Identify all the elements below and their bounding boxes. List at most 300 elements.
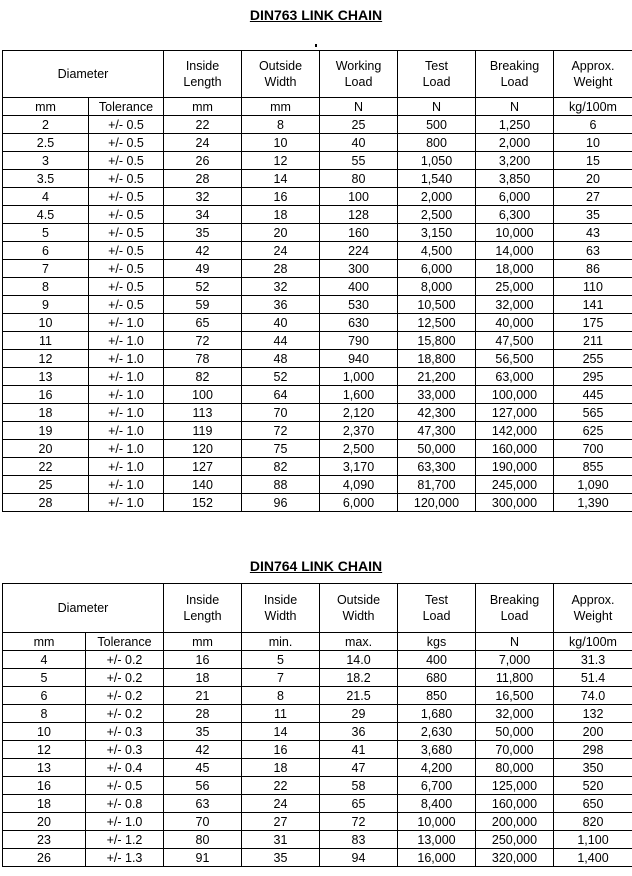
table-cell: 65 bbox=[164, 314, 242, 332]
table-cell: 855 bbox=[554, 458, 632, 476]
unit-cell: N bbox=[476, 633, 554, 651]
header-test-load: Test Load bbox=[398, 51, 476, 98]
table-cell: 16 bbox=[3, 777, 86, 795]
table-cell: 16,000 bbox=[398, 849, 476, 867]
table-cell: 940 bbox=[320, 350, 398, 368]
table-cell: 63 bbox=[164, 795, 242, 813]
table-cell: 7,000 bbox=[476, 651, 554, 669]
table-cell: 72 bbox=[320, 813, 398, 831]
table-cell: 2,000 bbox=[476, 134, 554, 152]
table-row bbox=[3, 669, 632, 687]
table-cell: +/- 1.0 bbox=[89, 440, 164, 458]
table-cell: +/- 0.5 bbox=[89, 260, 164, 278]
table-cell: 50,000 bbox=[476, 723, 554, 741]
header-diameter: Diameter bbox=[3, 584, 164, 633]
table-cell: 10 bbox=[242, 134, 320, 152]
table-cell: +/- 1.2 bbox=[86, 831, 164, 849]
table-row bbox=[3, 705, 632, 723]
table-row bbox=[3, 422, 632, 440]
table-cell: 110 bbox=[554, 278, 632, 296]
table-cell: 78 bbox=[164, 350, 242, 368]
unit-cell: mm bbox=[3, 98, 89, 116]
table-cell: 6 bbox=[554, 116, 632, 134]
table-cell: 820 bbox=[554, 813, 632, 831]
table-cell: 2.5 bbox=[3, 134, 89, 152]
table-cell: 80 bbox=[320, 170, 398, 188]
table-cell: 47,300 bbox=[398, 422, 476, 440]
table-cell: 8,000 bbox=[398, 278, 476, 296]
units-row bbox=[3, 633, 632, 651]
table-row bbox=[3, 134, 632, 152]
units-row bbox=[3, 98, 632, 116]
header-approx-weight: Approx. Weight bbox=[554, 584, 632, 633]
table-cell: 21,200 bbox=[398, 368, 476, 386]
table-cell: 18,800 bbox=[398, 350, 476, 368]
table-row bbox=[3, 188, 632, 206]
table-cell: 94 bbox=[320, 849, 398, 867]
table-row bbox=[3, 777, 632, 795]
table-cell: 120 bbox=[164, 440, 242, 458]
table-cell: 50,000 bbox=[398, 440, 476, 458]
unit-cell: mm bbox=[164, 633, 242, 651]
table-cell: +/- 0.4 bbox=[86, 759, 164, 777]
table-cell: +/- 1.0 bbox=[89, 422, 164, 440]
table-cell: +/- 0.5 bbox=[89, 224, 164, 242]
table-cell: 83 bbox=[320, 831, 398, 849]
table-cell: 520 bbox=[554, 777, 632, 795]
table-cell: 10,500 bbox=[398, 296, 476, 314]
table-cell: 300,000 bbox=[476, 494, 554, 512]
table-cell: 200,000 bbox=[476, 813, 554, 831]
table-cell: 16 bbox=[164, 651, 242, 669]
table-cell: +/- 0.3 bbox=[86, 741, 164, 759]
table-cell: 58 bbox=[320, 777, 398, 795]
table-cell: 28 bbox=[3, 494, 89, 512]
din764-table bbox=[2, 583, 632, 867]
table-cell: 224 bbox=[320, 242, 398, 260]
table-cell: 160,000 bbox=[476, 795, 554, 813]
table-row bbox=[3, 296, 632, 314]
header-row bbox=[3, 584, 632, 633]
table-row bbox=[3, 224, 632, 242]
table-cell: 22 bbox=[242, 777, 320, 795]
table-cell: 14 bbox=[242, 170, 320, 188]
table-cell: 2,370 bbox=[320, 422, 398, 440]
table-cell: 63,000 bbox=[476, 368, 554, 386]
table-cell: 12 bbox=[242, 152, 320, 170]
table-cell: 41 bbox=[320, 741, 398, 759]
table-cell: 18.2 bbox=[320, 669, 398, 687]
table-cell: 13 bbox=[3, 368, 89, 386]
table-cell: 2,120 bbox=[320, 404, 398, 422]
table-cell: 12 bbox=[3, 741, 86, 759]
table-row bbox=[3, 314, 632, 332]
table-cell: 320,000 bbox=[476, 849, 554, 867]
din763-body bbox=[3, 116, 632, 512]
table-cell: 34 bbox=[164, 206, 242, 224]
table-row bbox=[3, 332, 632, 350]
din764-body bbox=[3, 651, 632, 867]
table-cell: 113 bbox=[164, 404, 242, 422]
table-cell: 18,000 bbox=[476, 260, 554, 278]
table-cell: 82 bbox=[164, 368, 242, 386]
header-approx-weight: Approx. Weight bbox=[554, 51, 632, 98]
table-cell: 1,250 bbox=[476, 116, 554, 134]
table-row bbox=[3, 116, 632, 134]
table-row bbox=[3, 651, 632, 669]
table-cell: 56 bbox=[164, 777, 242, 795]
table-cell: 8 bbox=[242, 687, 320, 705]
table-cell: 48 bbox=[242, 350, 320, 368]
table-row bbox=[3, 260, 632, 278]
table-cell: +/- 0.3 bbox=[86, 723, 164, 741]
table-cell: 127,000 bbox=[476, 404, 554, 422]
table-row bbox=[3, 440, 632, 458]
table-row bbox=[3, 350, 632, 368]
table-cell: 2,500 bbox=[320, 440, 398, 458]
table-cell: 12,500 bbox=[398, 314, 476, 332]
unit-cell: kg/100m bbox=[554, 633, 632, 651]
table-cell: 22 bbox=[164, 116, 242, 134]
table-cell: 7 bbox=[3, 260, 89, 278]
table-cell: +/- 0.5 bbox=[89, 278, 164, 296]
table-cell: 3,680 bbox=[398, 741, 476, 759]
unit-cell: mm bbox=[164, 98, 242, 116]
table-cell: 52 bbox=[164, 278, 242, 296]
table-cell: 850 bbox=[398, 687, 476, 705]
table-cell: 82 bbox=[242, 458, 320, 476]
table-cell: 49 bbox=[164, 260, 242, 278]
table-cell: 18 bbox=[3, 795, 86, 813]
table-cell: 6,000 bbox=[320, 494, 398, 512]
table-cell: 35 bbox=[164, 224, 242, 242]
table-cell: 80 bbox=[164, 831, 242, 849]
table-cell: 1,400 bbox=[554, 849, 632, 867]
table-cell: +/- 0.5 bbox=[89, 116, 164, 134]
unit-cell: Tolerance bbox=[89, 98, 164, 116]
table-cell: 142,000 bbox=[476, 422, 554, 440]
table-cell: +/- 1.0 bbox=[89, 494, 164, 512]
table-cell: 15 bbox=[554, 152, 632, 170]
table-cell: 16 bbox=[3, 386, 89, 404]
table-cell: 23 bbox=[3, 831, 86, 849]
table-cell: 400 bbox=[398, 651, 476, 669]
table-cell: 625 bbox=[554, 422, 632, 440]
table-cell: 175 bbox=[554, 314, 632, 332]
table-cell: 18 bbox=[242, 206, 320, 224]
table-row bbox=[3, 687, 632, 705]
table-cell: 10,000 bbox=[476, 224, 554, 242]
table-cell: 132 bbox=[554, 705, 632, 723]
table-cell: 88 bbox=[242, 476, 320, 494]
unit-cell: mm bbox=[3, 633, 86, 651]
table-cell: 100 bbox=[164, 386, 242, 404]
table-cell: 63 bbox=[554, 242, 632, 260]
table-cell: 20 bbox=[554, 170, 632, 188]
table-cell: 700 bbox=[554, 440, 632, 458]
table-cell: 25 bbox=[3, 476, 89, 494]
table-row bbox=[3, 404, 632, 422]
table-cell: 28 bbox=[164, 170, 242, 188]
table-row bbox=[3, 795, 632, 813]
table-cell: 55 bbox=[320, 152, 398, 170]
table-cell: 70 bbox=[164, 813, 242, 831]
table-cell: 800 bbox=[398, 134, 476, 152]
table-cell: 3,200 bbox=[476, 152, 554, 170]
unit-cell: kgs bbox=[398, 633, 476, 651]
header-inside-width: Inside Width bbox=[242, 584, 320, 633]
table-cell: 8 bbox=[242, 116, 320, 134]
table-row bbox=[3, 386, 632, 404]
table-row bbox=[3, 831, 632, 849]
header-test-load: Test Load bbox=[398, 584, 476, 633]
table-cell: 32,000 bbox=[476, 296, 554, 314]
table-cell: +/- 0.5 bbox=[89, 152, 164, 170]
table-cell: 4,500 bbox=[398, 242, 476, 260]
table-cell: 2,630 bbox=[398, 723, 476, 741]
table-cell: 10 bbox=[3, 314, 89, 332]
table-cell: 445 bbox=[554, 386, 632, 404]
table-cell: 28 bbox=[242, 260, 320, 278]
table-cell: 74.0 bbox=[554, 687, 632, 705]
table-row bbox=[3, 206, 632, 224]
table-cell: 63,300 bbox=[398, 458, 476, 476]
table-cell: +/- 1.0 bbox=[89, 458, 164, 476]
table-cell: 16 bbox=[242, 741, 320, 759]
table-cell: 86 bbox=[554, 260, 632, 278]
table-cell: 24 bbox=[164, 134, 242, 152]
table-cell: 4.5 bbox=[3, 206, 89, 224]
table-cell: 2 bbox=[3, 116, 89, 134]
table-cell: 70 bbox=[242, 404, 320, 422]
table-cell: 16,500 bbox=[476, 687, 554, 705]
table-cell: 4 bbox=[3, 188, 89, 206]
table-cell: 32,000 bbox=[476, 705, 554, 723]
table-cell: 26 bbox=[3, 849, 86, 867]
table-cell: 35 bbox=[242, 849, 320, 867]
table-cell: 300 bbox=[320, 260, 398, 278]
table-cell: 500 bbox=[398, 116, 476, 134]
table-cell: +/- 1.0 bbox=[89, 332, 164, 350]
table-cell: 12 bbox=[3, 350, 89, 368]
table-cell: 42 bbox=[164, 242, 242, 260]
table-cell: 5 bbox=[3, 669, 86, 687]
table-cell: 35 bbox=[164, 723, 242, 741]
table-cell: 47 bbox=[320, 759, 398, 777]
table-cell: 6,700 bbox=[398, 777, 476, 795]
table-cell: 650 bbox=[554, 795, 632, 813]
table-cell: 18 bbox=[242, 759, 320, 777]
table-cell: 3,150 bbox=[398, 224, 476, 242]
table-cell: 5 bbox=[242, 651, 320, 669]
table-cell: 59 bbox=[164, 296, 242, 314]
table-cell: 250,000 bbox=[476, 831, 554, 849]
table-cell: 190,000 bbox=[476, 458, 554, 476]
header-breaking-load: Breaking Load bbox=[476, 51, 554, 98]
table-cell: +/- 0.5 bbox=[89, 242, 164, 260]
table-cell: 295 bbox=[554, 368, 632, 386]
table-cell: +/- 1.0 bbox=[89, 404, 164, 422]
table-cell: 15,800 bbox=[398, 332, 476, 350]
table-cell: 120,000 bbox=[398, 494, 476, 512]
table-cell: 245,000 bbox=[476, 476, 554, 494]
header-working-load: Working Load bbox=[320, 51, 398, 98]
table-cell: 10 bbox=[3, 723, 86, 741]
table-cell: 255 bbox=[554, 350, 632, 368]
table-row bbox=[3, 813, 632, 831]
table-cell: 80,000 bbox=[476, 759, 554, 777]
table-cell: 51.4 bbox=[554, 669, 632, 687]
table-cell: 25,000 bbox=[476, 278, 554, 296]
table-cell: 2,500 bbox=[398, 206, 476, 224]
table-row bbox=[3, 476, 632, 494]
table-cell: 3.5 bbox=[3, 170, 89, 188]
din763-title: DIN763 LINK CHAIN bbox=[249, 7, 383, 23]
table-cell: 27 bbox=[554, 188, 632, 206]
table-cell: 14,000 bbox=[476, 242, 554, 260]
table-cell: 5 bbox=[3, 224, 89, 242]
table-cell: +/- 0.5 bbox=[89, 188, 164, 206]
table-cell: 40,000 bbox=[476, 314, 554, 332]
table-cell: 400 bbox=[320, 278, 398, 296]
table-cell: 6 bbox=[3, 687, 86, 705]
table-cell: 18 bbox=[164, 669, 242, 687]
table-cell: 14 bbox=[242, 723, 320, 741]
table-cell: 72 bbox=[164, 332, 242, 350]
table-cell: 35 bbox=[554, 206, 632, 224]
table-cell: 211 bbox=[554, 332, 632, 350]
unit-cell: max. bbox=[320, 633, 398, 651]
table-row bbox=[3, 170, 632, 188]
table-cell: 565 bbox=[554, 404, 632, 422]
table-row bbox=[3, 849, 632, 867]
table-cell: 65 bbox=[320, 795, 398, 813]
table-cell: 36 bbox=[320, 723, 398, 741]
table-cell: 11,800 bbox=[476, 669, 554, 687]
table-cell: 119 bbox=[164, 422, 242, 440]
table-cell: 75 bbox=[242, 440, 320, 458]
table-cell: +/- 1.0 bbox=[89, 368, 164, 386]
table-cell: 1,600 bbox=[320, 386, 398, 404]
header-outside-width: Outside Width bbox=[320, 584, 398, 633]
table-row bbox=[3, 242, 632, 260]
unit-cell: N bbox=[320, 98, 398, 116]
table-cell: 96 bbox=[242, 494, 320, 512]
table-cell: 6,000 bbox=[476, 188, 554, 206]
table-cell: 42,300 bbox=[398, 404, 476, 422]
table-cell: 1,100 bbox=[554, 831, 632, 849]
table-cell: 530 bbox=[320, 296, 398, 314]
table-cell: 125,000 bbox=[476, 777, 554, 795]
table-cell: +/- 0.5 bbox=[89, 296, 164, 314]
table-cell: 10 bbox=[554, 134, 632, 152]
table-row bbox=[3, 458, 632, 476]
table-cell: +/- 1.0 bbox=[89, 476, 164, 494]
din764-title: DIN764 LINK CHAIN bbox=[249, 558, 383, 574]
table-cell: 350 bbox=[554, 759, 632, 777]
table-cell: 14.0 bbox=[320, 651, 398, 669]
table-cell: 298 bbox=[554, 741, 632, 759]
table-cell: 790 bbox=[320, 332, 398, 350]
table-row bbox=[3, 759, 632, 777]
table-cell: 1,540 bbox=[398, 170, 476, 188]
table-cell: 40 bbox=[320, 134, 398, 152]
table-cell: 2,000 bbox=[398, 188, 476, 206]
table-cell: +/- 1.0 bbox=[86, 813, 164, 831]
table-cell: 1,050 bbox=[398, 152, 476, 170]
table-cell: 56,500 bbox=[476, 350, 554, 368]
table-cell: 100,000 bbox=[476, 386, 554, 404]
table-cell: 4,200 bbox=[398, 759, 476, 777]
table-cell: 6,300 bbox=[476, 206, 554, 224]
header-inside-length: Inside Length bbox=[164, 584, 242, 633]
table-cell: 20 bbox=[3, 813, 86, 831]
table-cell: 9 bbox=[3, 296, 89, 314]
table-cell: 36 bbox=[242, 296, 320, 314]
table-cell: 26 bbox=[164, 152, 242, 170]
table-cell: +/- 1.3 bbox=[86, 849, 164, 867]
table-cell: 1,390 bbox=[554, 494, 632, 512]
table-cell: +/- 0.2 bbox=[86, 669, 164, 687]
header-diameter: Diameter bbox=[3, 51, 164, 98]
table-cell: 22 bbox=[3, 458, 89, 476]
unit-cell: N bbox=[476, 98, 554, 116]
header-inside-length: Inside Length bbox=[164, 51, 242, 98]
table-cell: 11 bbox=[3, 332, 89, 350]
table-cell: 160 bbox=[320, 224, 398, 242]
table-cell: 680 bbox=[398, 669, 476, 687]
table-cell: 160,000 bbox=[476, 440, 554, 458]
table-cell: 200 bbox=[554, 723, 632, 741]
table-cell: +/- 0.5 bbox=[89, 134, 164, 152]
table-cell: 21 bbox=[164, 687, 242, 705]
table-cell: 21.5 bbox=[320, 687, 398, 705]
table-cell: 1,090 bbox=[554, 476, 632, 494]
table-cell: 40 bbox=[242, 314, 320, 332]
table-cell: 47,500 bbox=[476, 332, 554, 350]
table-cell: +/- 1.0 bbox=[89, 350, 164, 368]
table-cell: +/- 1.0 bbox=[89, 314, 164, 332]
table-cell: 32 bbox=[164, 188, 242, 206]
table-cell: 13,000 bbox=[398, 831, 476, 849]
table-cell: 29 bbox=[320, 705, 398, 723]
table-cell: 630 bbox=[320, 314, 398, 332]
table-cell: 72 bbox=[242, 422, 320, 440]
table-cell: 141 bbox=[554, 296, 632, 314]
table-cell: 33,000 bbox=[398, 386, 476, 404]
table-row bbox=[3, 152, 632, 170]
table-cell: 24 bbox=[242, 795, 320, 813]
table-cell: 25 bbox=[320, 116, 398, 134]
table-cell: +/- 0.8 bbox=[86, 795, 164, 813]
unit-cell: min. bbox=[242, 633, 320, 651]
unit-cell: N bbox=[398, 98, 476, 116]
table-row bbox=[3, 741, 632, 759]
table-cell: 100 bbox=[320, 188, 398, 206]
table-cell: +/- 0.2 bbox=[86, 687, 164, 705]
table-cell: 7 bbox=[242, 669, 320, 687]
table-cell: 152 bbox=[164, 494, 242, 512]
table-cell: 140 bbox=[164, 476, 242, 494]
table-cell: +/- 0.2 bbox=[86, 651, 164, 669]
stray-mark bbox=[315, 44, 317, 47]
table-cell: 31.3 bbox=[554, 651, 632, 669]
unit-cell: kg/100m bbox=[554, 98, 632, 116]
table-cell: 13 bbox=[3, 759, 86, 777]
table-cell: 45 bbox=[164, 759, 242, 777]
header-outside-width: Outside Width bbox=[242, 51, 320, 98]
table-cell: 20 bbox=[3, 440, 89, 458]
